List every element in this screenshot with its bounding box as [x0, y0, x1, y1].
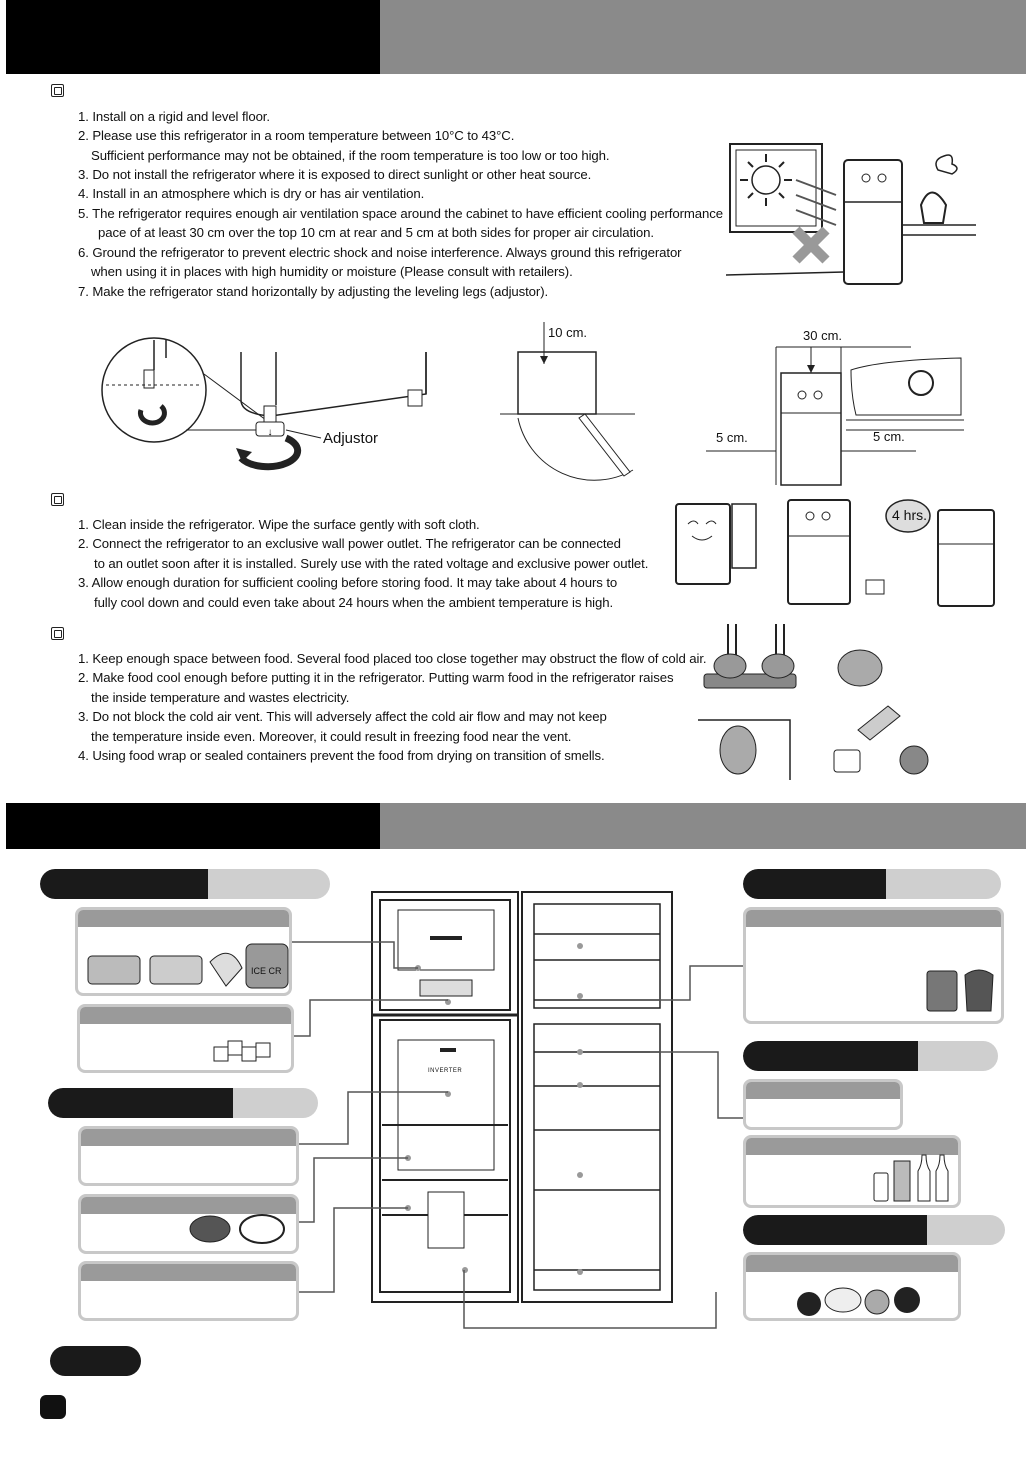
install-tip: 5. The refrigerator requires enough air ventilation space around the cabinet to have efficient cooling performance	[78, 206, 723, 221]
install-tip: 6. Ground the refrigerator to prevent electric shock and noise interference. Always ground this refrigerator	[78, 245, 682, 260]
svg-text:↓: ↓	[267, 427, 273, 438]
freezer-icecream-label: ICE CR	[251, 966, 282, 976]
hours-bubble-label: 4 hrs.	[892, 507, 928, 523]
install-tip: 3. Do not install the refrigerator where it is exposed to direct sunlight or other heat source.	[78, 167, 592, 182]
note-pill	[50, 1346, 141, 1376]
install-tip: Sufficient performance may not be obtained, if the room temperature is too low or too high.	[91, 148, 610, 163]
install-tip: 2. Please use this refrigerator in a room temperature between 10°C to 43°C.	[78, 128, 515, 143]
before-use-item: 3. Allow enough duration for sufficient cooling before storing food. It may take about 4 hours to	[78, 575, 618, 590]
install-tip: 4. Install in an atmosphere which is dry or has air ventilation.	[78, 186, 425, 201]
adjustor-label: Adjustor	[323, 430, 379, 447]
before-use-item: 2. Connect the refrigerator to an exclusive wall power outlet. The refrigerator can be connected	[78, 536, 621, 551]
rear-gap-label: 10 cm.	[548, 325, 588, 340]
inverter-brand-label: INVERTER	[428, 1068, 463, 1074]
side-gap-left-label: 5 cm.	[716, 430, 748, 445]
install-tip: pace of at least 30 cm over the top 10 cm at rear and 5 cm at both sides for proper air circulation.	[98, 225, 654, 240]
storage-tip: 2. Make food cool enough before putting it in the refrigerator. Putting warm food in the refrigerator raises	[78, 670, 674, 685]
before-use-item: 1. Clean inside the refrigerator. Wipe the surface gently with soft cloth.	[78, 517, 480, 532]
storage-tip: 1. Keep enough space between food. Several food placed too close together may obstruct the flow of cold air.	[78, 651, 707, 666]
install-tip: 1. Install on a rigid and level floor.	[78, 109, 270, 124]
install-tip: when using it in places with high humidity or moisture (Please consult with retailers).	[91, 264, 573, 279]
storage-tip: 3. Do not block the cold air vent. This will adversely affect the cold air flow and may not keep	[78, 709, 607, 724]
page-number-box	[40, 1395, 66, 1419]
storage-tip: 4. Using food wrap or sealed containers prevent the food from drying on transition of smells.	[78, 748, 605, 763]
storage-tip: the inside temperature and wastes electricity.	[91, 690, 350, 705]
storage-tip: the temperature inside even. Moreover, it could result in freezing food near the vent.	[91, 729, 572, 744]
before-use-item: to an outlet soon after it is installed. Surely use with the rated voltage and exclusive power outlet.	[94, 556, 649, 571]
install-tip: 7. Make the refrigerator stand horizontally by adjusting the leveling legs (adjustor).	[78, 284, 549, 299]
before-use-item: fully cool down and could even take about 24 hours when the ambient temperature is high.	[94, 595, 614, 610]
top-gap-label: 30 cm.	[803, 328, 843, 343]
side-gap-right-label: 5 cm.	[873, 429, 905, 444]
